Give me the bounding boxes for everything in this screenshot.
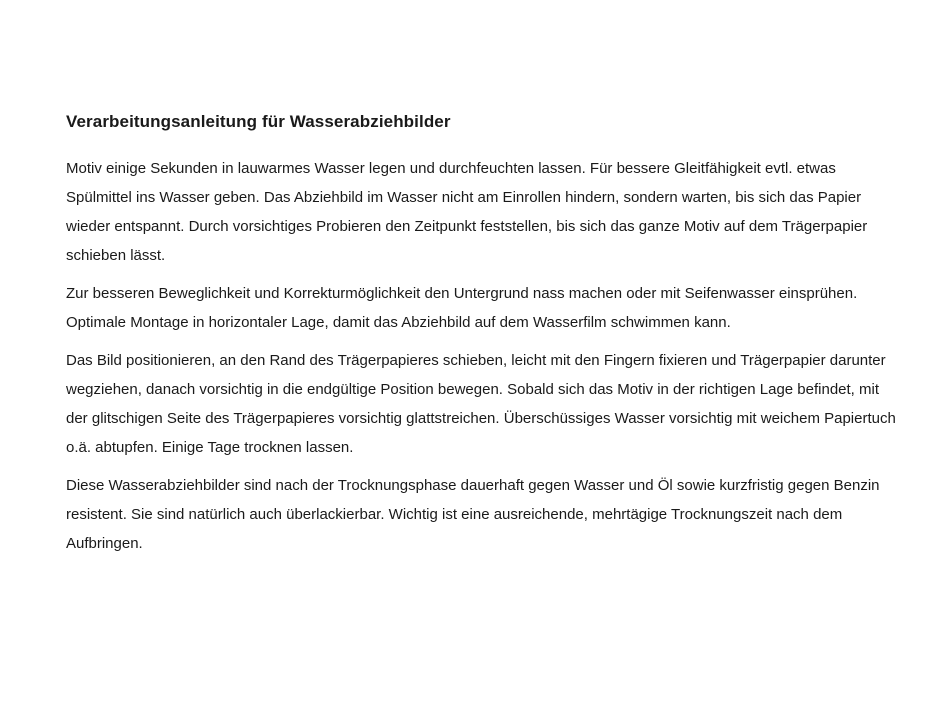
paragraph-soaking-instructions: Motiv einige Sekunden in lauwarmes Wasser legen und durchfeuchten lassen. Für bessere Gleitfähigkeit evtl. etwas Spülmittel ins Wasser geben. Das Abziehbild im Wasser nicht am Einrollen hindern, sondern warten, bis sich das Papier wieder entspannt. Durch vorsichtiges Probieren den Zeitpunkt feststellen, bis sich das ganze Motiv auf dem Trägerpapier schieben lässt.: [66, 160, 868, 264]
paragraph-positioning-instructions: Das Bild positionieren, an den Rand des Trägerpapieres schieben, leicht mit den Fingern fixieren und Trägerpapier darunter wegziehen, danach vorsichtig in die endgültige Position bewegen. Sobald sich das Motiv in der richtigen Lage befindet, mit der glitschigen Seite des Trägerpapieres vorsichtig glattstreichen. Überschüssiges Wasser vorsichtig mit weichem Papiertuch o.ä. abtupfen. Einige Tage trocknen lassen.: [66, 352, 896, 456]
paragraph-surface-preparation: Zur besseren Beweglichkeit und Korrekturmöglichkeit den Untergrund nass machen oder mit Seifenwasser einsprühen. Optimale Montage in horizontaler Lage, damit das Abziehbild auf dem Wasserfilm schwimmen kann.: [66, 285, 858, 331]
paragraph-durability-notes: Diese Wasserabziehbilder sind nach der Trocknungsphase dauerhaft gegen Wasser und Öl sowie kurzfristig gegen Benzin resistent. Sie sind natürlich auch überlackierbar. Wichtig ist eine ausreichende, mehrtägige Trocknungszeit nach dem Aufbringen.: [66, 477, 880, 552]
page-title: Verarbeitungsanleitung für Wasserabziehbilder: [66, 112, 451, 131]
